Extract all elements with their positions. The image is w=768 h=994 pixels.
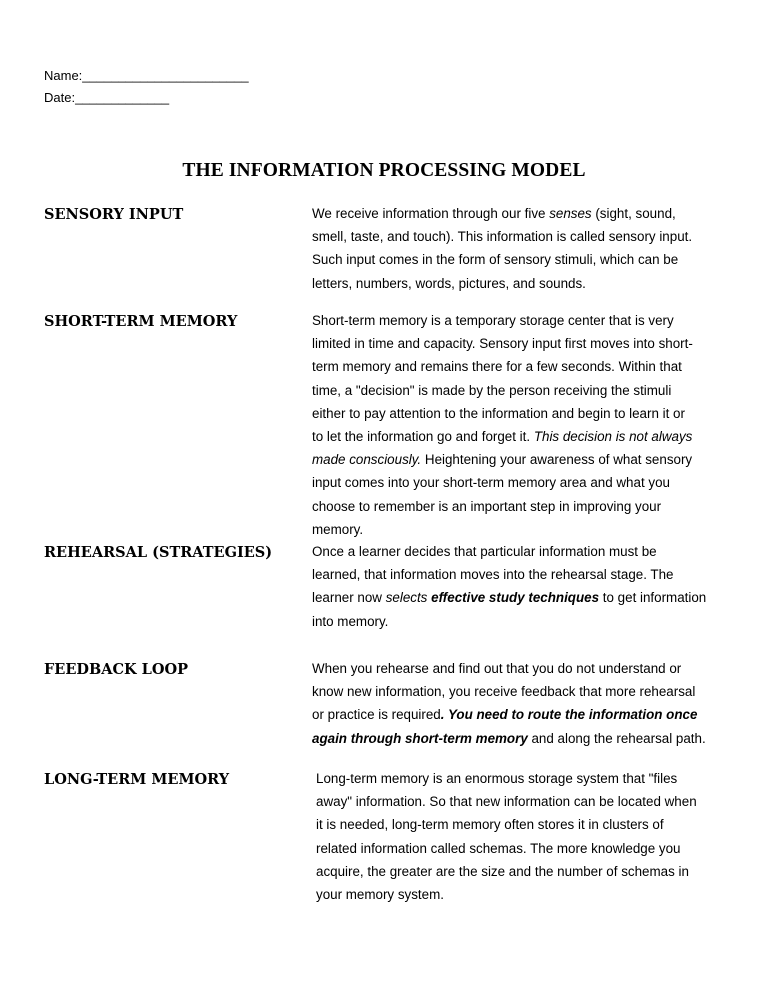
term-long-term-memory: LONG-TERM MEMORY xyxy=(44,771,230,788)
text-run: your memory system. xyxy=(316,887,444,903)
definition-line xyxy=(312,657,722,680)
definition-rehearsal xyxy=(312,540,722,633)
definition-line xyxy=(316,813,726,836)
term-sensory-input: SENSORY INPUT xyxy=(44,206,184,223)
text-run: again through short-term memory xyxy=(312,730,528,746)
definition-line xyxy=(312,355,722,378)
text-run: away" information. So that new information can be located when xyxy=(316,794,697,810)
text-run: senses xyxy=(549,206,592,221)
term-rehearsal: REHEARSAL (STRATEGIES) xyxy=(44,544,273,561)
definition-long-term-memory xyxy=(316,767,726,906)
definition-feedback-loop xyxy=(312,657,722,750)
text-run: to get information xyxy=(599,590,707,606)
text-run: selects xyxy=(385,590,428,606)
text-run: input comes into your short-term memory area and what you xyxy=(312,475,670,491)
definition-line xyxy=(312,703,722,726)
definition-line xyxy=(312,727,722,750)
definition-line xyxy=(312,309,722,332)
text-run: term memory and remains there for a few seconds. Within that xyxy=(312,359,682,375)
text-run: learner now xyxy=(312,590,386,606)
definition-line xyxy=(312,425,722,448)
text-run: . You need to route the information once xyxy=(440,707,698,723)
text-run: (sight, sound, xyxy=(591,206,676,221)
text-run: to let the information go and forget it. xyxy=(312,429,534,445)
text-run: limited in time and capacity. Sensory input first moves into short- xyxy=(312,336,693,352)
text-run: acquire, the greater are the size and the number of schemas in xyxy=(316,863,689,879)
definition-short-term-memory xyxy=(312,309,722,541)
definition-line xyxy=(312,332,722,355)
text-run: related information called schemas. The more knowledge you xyxy=(316,840,681,856)
text-run: smell, taste, and touch). This information is called sensory input. xyxy=(312,229,693,245)
text-run: it is needed, long-term memory often stores it in clusters of xyxy=(316,817,664,833)
text-run: effective study techniques xyxy=(431,590,600,606)
definition-line xyxy=(312,586,722,609)
definition-line xyxy=(316,767,726,790)
text-run: Once a learner decides that particular information must be xyxy=(312,544,657,559)
text-run: We receive information through our five xyxy=(312,206,550,221)
definition-line xyxy=(316,790,726,813)
text-run: Long-term memory is an enormous storage system that "files xyxy=(316,771,678,786)
term-feedback-loop: FEEDBACK LOOP xyxy=(44,661,189,678)
definition-line xyxy=(312,379,722,402)
definition-line xyxy=(312,225,722,248)
text-run: memory. xyxy=(312,521,364,537)
definition-line xyxy=(312,471,722,494)
text-run: learned, that information moves into the rehearsal stage. The xyxy=(312,567,674,583)
text-run: made consciously. xyxy=(312,452,422,468)
definition-line xyxy=(316,883,726,906)
text-run: Short-term memory is a temporary storage center that is very xyxy=(312,313,674,328)
text-run: time, a "decision" is made by the person receiving the stimuli xyxy=(312,382,672,398)
text-run: This decision is not always xyxy=(533,429,693,445)
text-run: When you rehearse and find out that you do not understand or xyxy=(312,661,682,676)
definition-line xyxy=(312,610,722,633)
definition-line xyxy=(312,248,722,271)
term-short-term-memory: SHORT-TERM MEMORY xyxy=(44,313,238,330)
date-field-label: Date:_____________ xyxy=(44,90,170,105)
name-field-label: Name:_______________________ xyxy=(44,68,249,83)
definition-line xyxy=(312,448,722,471)
definition-line xyxy=(312,272,722,295)
definition-line xyxy=(312,495,722,518)
definition-line xyxy=(316,860,726,883)
text-run: either to pay attention to the information and begin to learn it or xyxy=(312,405,685,421)
definition-line xyxy=(312,202,722,225)
text-run: into memory. xyxy=(312,613,389,629)
definition-line xyxy=(312,563,722,586)
text-run: choose to remember is an important step in improving your xyxy=(312,498,662,514)
definition-line xyxy=(312,680,722,703)
text-run: or practice is required xyxy=(312,707,441,723)
text-run: Heightening your awareness of what sensory xyxy=(421,452,693,468)
definition-line xyxy=(312,518,722,541)
definition-line xyxy=(316,837,726,860)
text-run: Such input comes in the form of sensory stimuli, which can be xyxy=(312,252,679,268)
text-run: and along the rehearsal path. xyxy=(527,730,706,746)
definition-line xyxy=(312,402,722,425)
text-run: letters, numbers, words, pictures, and sounds. xyxy=(312,275,586,291)
text-run: know new information, you receive feedback that more rehearsal xyxy=(312,684,696,700)
definition-sensory-input xyxy=(312,202,722,295)
definition-line xyxy=(312,540,722,563)
page-title: THE INFORMATION PROCESSING MODEL xyxy=(182,160,586,181)
